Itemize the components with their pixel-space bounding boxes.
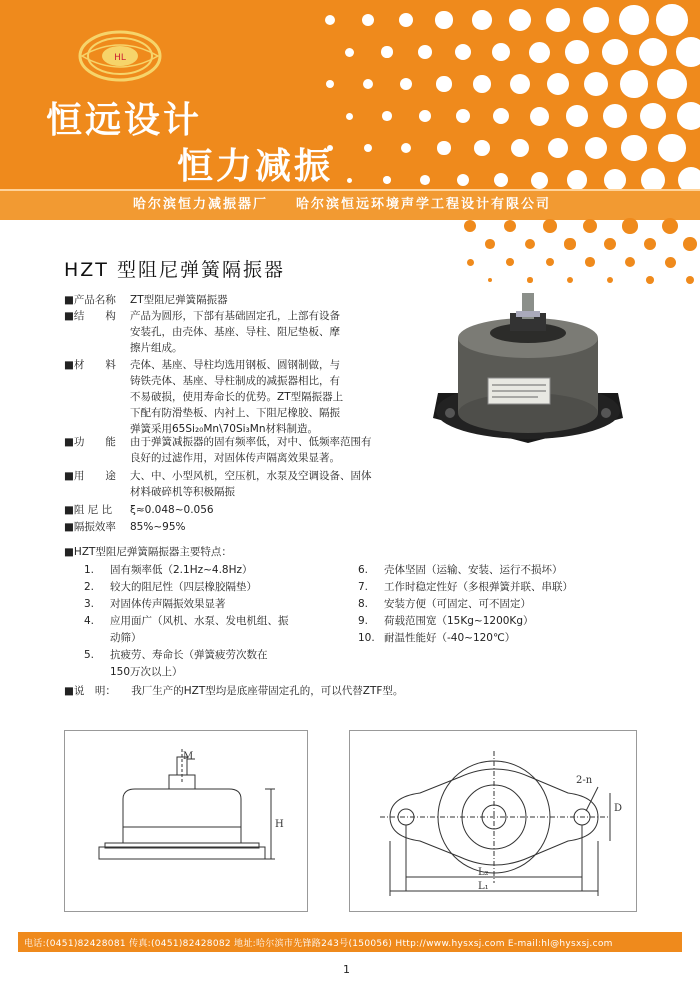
- svg-text:HL: HL: [114, 53, 126, 63]
- decor-dot: [621, 135, 646, 160]
- decor-dot: [548, 138, 568, 158]
- spec-label: ■用 途: [64, 470, 116, 482]
- feature-item: [358, 630, 515, 646]
- feature-text: 工作时稳定性好（多根弹簧并联、串联）: [384, 581, 573, 593]
- decor-dot: [662, 218, 678, 234]
- feature-item: [84, 613, 289, 629]
- decor-dot: [383, 176, 390, 183]
- feature-item: [84, 579, 257, 595]
- dim-m: M: [183, 751, 194, 762]
- spec-label: ■结 构: [64, 310, 116, 322]
- decor-dot: [604, 238, 616, 250]
- spec-label: ■功 能: [64, 436, 116, 448]
- decor-dot: [531, 172, 548, 189]
- decor-dot: [665, 257, 676, 268]
- decor-dot: [506, 258, 514, 266]
- decor-dot: [492, 43, 511, 62]
- spec-text: 由于弹簧减振器的固有频率低，对中、低频率范围有良好的过滤作用，对固体传声隔离效果显著。: [130, 436, 372, 464]
- note-text: 我厂生产的HZT型均是底座带固定孔的，可以代替ZTF型。: [131, 685, 404, 697]
- decor-dot: [525, 239, 535, 249]
- product-photo: [428, 283, 628, 453]
- decor-dot: [603, 104, 627, 128]
- header-banner: [0, 0, 700, 218]
- feature-item: [84, 630, 142, 646]
- feature-item: [84, 562, 253, 578]
- decor-dot: [547, 73, 569, 95]
- feature-item: [358, 579, 573, 595]
- feature-text: 固有频率低（2.1Hz~4.8Hz）: [110, 564, 253, 576]
- decor-dot: [625, 257, 635, 267]
- decor-dot: [646, 276, 654, 284]
- feature-number: 3.: [84, 598, 95, 610]
- decor-dot: [474, 140, 490, 156]
- feature-text: 应用面广（风机、水泵、发电机组、振: [110, 615, 289, 627]
- feature-number: 4.: [84, 615, 95, 627]
- dim-d: D: [614, 803, 623, 814]
- spec-text: 壳体、基座、导柱均选用钢板、圆钢制做，与铸铁壳体、基座、导柱制成的减振器相比，有不易破损，使用寿命长的优势。ZT型隔振器上下配有防滑垫板、内衬上、下阻尼橡胶、隔振弹簧采用65Si₂₀Mn\70Si₃Mn材料制造。: [130, 359, 344, 435]
- side-view-drawing: [64, 730, 308, 912]
- feature-number: 8.: [358, 598, 369, 610]
- feature-number: 2.: [84, 581, 95, 593]
- spec-label: ■隔振效率: [64, 521, 116, 533]
- decor-dot: [418, 45, 432, 59]
- decor-dot: [585, 137, 608, 160]
- page-title: HZT 型阻尼弹簧隔振器: [64, 259, 285, 281]
- feature-text: 壳体坚固（运输、安装、运行不损坏）: [384, 564, 563, 576]
- feature-number: 7.: [358, 581, 369, 593]
- feature-item: [358, 596, 531, 612]
- decor-dot: [543, 219, 557, 233]
- decor-dot: [622, 218, 637, 233]
- dim-h: H: [275, 819, 284, 830]
- spec-text: ZT型阻尼弹簧隔振器: [130, 294, 228, 306]
- decor-dot: [527, 277, 532, 282]
- decor-dot: [494, 173, 509, 188]
- feature-text: 动筛）: [110, 632, 142, 644]
- decor-dot: [567, 170, 586, 189]
- header-title-2: 恒力减振: [177, 146, 334, 187]
- spec-text: 产品为圆形，下部有基础固定孔，上部有设备安装孔，由壳体、基座、导柱、阻尼垫板、摩擦片组成。: [130, 310, 340, 354]
- feature-text: 耐温性能好（-40~120℃）: [384, 632, 516, 644]
- feature-text: 抗疲劳、寿命长（弹簧疲劳次数在: [110, 649, 268, 661]
- decor-dot: [564, 238, 575, 249]
- decor-dot: [510, 74, 530, 94]
- decor-dot: [382, 111, 391, 120]
- spec-label: ■产品名称: [64, 294, 116, 306]
- feature-text: 150万次以上）: [110, 666, 183, 678]
- decor-dot: [381, 46, 392, 57]
- features-heading: ■HZT型阻尼弹簧隔振器主要特点：: [64, 546, 232, 558]
- feature-item: [84, 647, 268, 663]
- decor-dot: [546, 8, 570, 32]
- feature-text: 较大的阻尼性（四层橡胶隔垫）: [110, 581, 257, 593]
- decor-dot: [566, 105, 587, 126]
- footer-contact: 电话:(0451)82428081 传真:(0451)82428082 地址:哈尔滨市先锋路243号(150056) Http://www.hysxsj.com E-mail:hl@hysxsj.com: [24, 939, 613, 949]
- decor-dot: [346, 113, 353, 120]
- decor-dot: [677, 102, 700, 131]
- decor-dot: [419, 110, 431, 122]
- decor-dot: [473, 75, 491, 93]
- decor-dot: [485, 239, 495, 249]
- feature-number: 1.: [84, 564, 95, 576]
- decor-dot: [530, 107, 549, 126]
- decor-dot: [493, 108, 510, 125]
- decor-dot: [399, 13, 414, 28]
- decor-dot: [640, 103, 666, 129]
- decor-dot: [345, 48, 354, 57]
- company-name-2: 哈尔滨恒远环境声学工程设计有限公司: [296, 197, 552, 212]
- decor-dot: [546, 258, 555, 267]
- decor-dot: [529, 42, 550, 63]
- feature-item: [358, 562, 563, 578]
- company-logo-icon: [78, 28, 162, 84]
- feature-text: 荷载范围宽（15Kg~1200Kg）: [384, 615, 534, 627]
- dim-l1: L₁: [478, 881, 489, 892]
- decor-dot: [657, 69, 687, 99]
- feature-text: 安装方便（可固定、可不固定）: [384, 598, 531, 610]
- feature-number: 9.: [358, 615, 369, 627]
- decor-dot: [583, 219, 597, 233]
- decor-dot: [464, 220, 476, 232]
- decor-dot: [683, 237, 697, 251]
- decor-dot: [362, 14, 374, 26]
- decor-dot: [325, 15, 335, 25]
- feature-item: [358, 613, 533, 629]
- decor-dot: [472, 10, 492, 30]
- feature-number: 10.: [358, 632, 375, 644]
- top-view-drawing: [349, 730, 637, 912]
- feature-text: 对固体传声隔振效果显著: [110, 598, 226, 610]
- decor-dot: [639, 38, 667, 66]
- decor-dot: [363, 79, 373, 89]
- decor-dot: [456, 109, 470, 123]
- decor-dot: [435, 11, 452, 28]
- decor-dot: [437, 141, 450, 154]
- decor-dot: [585, 257, 594, 266]
- decor-dot: [509, 9, 531, 31]
- spec-text: ξ≈0.048~0.056: [130, 504, 214, 516]
- decor-dot: [326, 80, 334, 88]
- header-title-1: 恒远设计: [46, 100, 203, 141]
- decor-dot: [604, 169, 626, 191]
- dim-l2: L₂: [478, 867, 489, 878]
- decor-dot: [619, 5, 648, 34]
- feature-number: 5.: [84, 649, 95, 661]
- decor-dot: [584, 72, 609, 97]
- decor-dot: [565, 40, 588, 63]
- note-label: ■说 明：: [64, 685, 116, 697]
- decor-dot: [658, 134, 686, 162]
- spec-label: ■阻 尼 比: [64, 504, 113, 516]
- spec-label: ■材 料: [64, 359, 116, 371]
- decor-dot: [347, 178, 352, 183]
- decor-dot: [676, 37, 700, 68]
- dim-2n: 2-n: [576, 775, 593, 786]
- feature-item: [84, 664, 183, 680]
- decor-dot: [400, 78, 413, 91]
- decor-dot: [457, 174, 469, 186]
- decor-dot: [644, 238, 657, 251]
- decor-dot: [436, 76, 451, 91]
- note: [64, 683, 403, 698]
- decor-dot: [504, 220, 517, 233]
- decor-dot: [620, 70, 647, 97]
- decor-dot: [467, 259, 474, 266]
- decor-dot: [602, 39, 628, 65]
- decor-dot: [686, 276, 695, 285]
- spec-text: 85%~95%: [130, 521, 186, 533]
- decor-dot: [656, 4, 688, 36]
- company-name-1: 哈尔滨恒力减振器厂: [133, 197, 269, 212]
- feature-number: 6.: [358, 564, 369, 576]
- decor-dot: [488, 278, 493, 283]
- decor-dot: [455, 44, 471, 60]
- feature-item: [84, 596, 226, 612]
- page-number: 1: [343, 963, 350, 976]
- decor-dot: [401, 143, 412, 154]
- decor-dot: [420, 175, 430, 185]
- spec-text: 大、中、小型风机，空压机，水泵及空调设备、固体材料破碎机等积极隔振: [130, 470, 372, 498]
- decor-dot: [583, 7, 610, 34]
- decor-dot: [511, 139, 529, 157]
- decor-dot: [364, 144, 372, 152]
